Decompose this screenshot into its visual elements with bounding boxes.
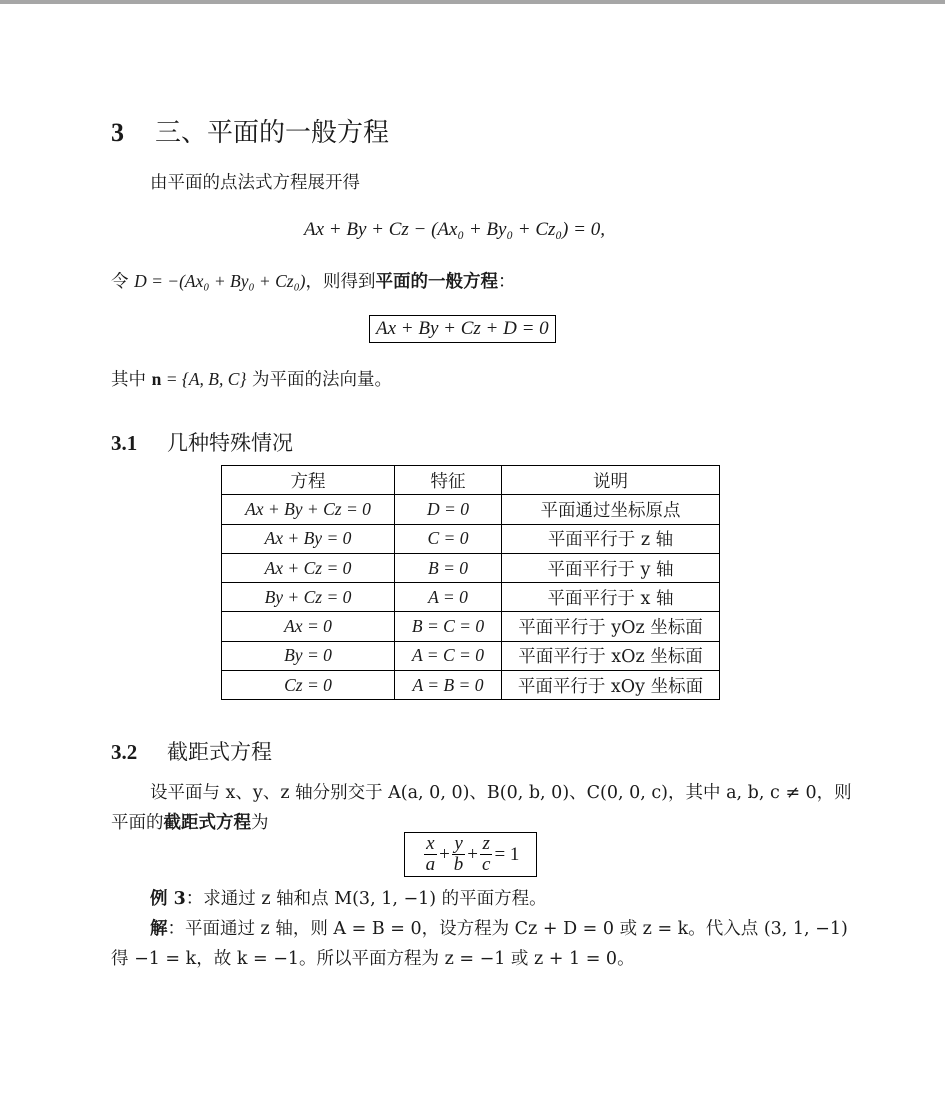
subsection-number: 3.2 [111, 740, 138, 764]
denominator: a [425, 854, 436, 875]
let-prefix: 令 [111, 272, 129, 292]
table-row [222, 671, 720, 700]
normal-suffix: 为平面的法向量。 [246, 370, 392, 390]
special-cases-table [221, 465, 720, 700]
let-mid: ，则得到 [305, 272, 376, 292]
table-row [222, 495, 720, 524]
table-cell: By + Cz = 0 [222, 583, 395, 612]
intercept-paragraph-line2 [111, 808, 269, 838]
let-paragraph [111, 266, 516, 297]
subsection-heading-special-cases [111, 427, 293, 457]
intercept-line2-post: 为 [251, 813, 269, 833]
subsection-heading-intercept [111, 736, 272, 766]
numerator: z [480, 834, 492, 855]
example-paragraph [150, 884, 547, 914]
table-cell: 平面平行于 yOz 坐标面 [502, 612, 720, 641]
table-cell: A = B = 0 [395, 671, 502, 700]
numerator: y [452, 834, 466, 855]
example-label: 例 3 [150, 889, 186, 909]
equation-rhs: = 1 [494, 843, 520, 865]
table-cell: By = 0 [222, 641, 395, 670]
section-heading [111, 112, 389, 149]
solution-line2: 得 −1 = k，故 k = −1。所以平面方程为 z = −1 或 z + 1 = 0。 [111, 949, 635, 969]
table-cell: 平面平行于 xOy 坐标面 [502, 671, 720, 700]
table-cell: Cz = 0 [222, 671, 395, 700]
table-cell: B = C = 0 [395, 612, 502, 641]
intercept-equation-term: 截距式方程 [163, 813, 251, 833]
table-row [222, 641, 720, 670]
normal-prefix: 其中 [111, 370, 146, 390]
table-cell: 平面平行于 xOz 坐标面 [502, 641, 720, 670]
table-header: 说明 [502, 466, 720, 495]
subsection-number: 3.1 [111, 431, 138, 455]
intercept-line2-pre: 平面的 [111, 813, 164, 833]
table-cell: C = 0 [395, 524, 502, 553]
table-row [222, 524, 720, 553]
subsection-title: 几种特殊情况 [167, 431, 293, 455]
fraction-y-over-b [452, 834, 466, 875]
table-cell: A = C = 0 [395, 641, 502, 670]
table-header-row [222, 466, 720, 495]
solution-text: ：平面通过 z 轴，则 A = B = 0，设方程为 Cz + D = 0 或 z = k。代入点 (3, 1, −1) [167, 919, 848, 939]
table-cell: A = 0 [395, 583, 502, 612]
table-cell: Ax + Cz = 0 [222, 553, 395, 582]
section-title: 三、平面的一般方程 [155, 118, 390, 148]
table-cell: B = 0 [395, 553, 502, 582]
normal-vector-expr: = {A, B, C} [161, 369, 247, 389]
numerator: x [424, 834, 438, 855]
fraction-x-over-a [424, 834, 438, 875]
table-cell: 平面通过坐标原点 [502, 495, 720, 524]
table-cell: Ax = 0 [222, 612, 395, 641]
subsection-title: 截距式方程 [167, 740, 272, 764]
table-cell: Ax + By = 0 [222, 524, 395, 553]
fraction-z-over-c [480, 834, 492, 875]
expanded-equation: Ax + By + Cz − (Ax₀ + By₀ + Cz₀) = 0, [304, 219, 605, 240]
table-row [222, 553, 720, 582]
solution-label: 解 [150, 919, 168, 939]
denominator: c [482, 854, 491, 875]
table-cell: 平面平行于 x 轴 [502, 583, 720, 612]
let-end: ： [498, 272, 516, 292]
section-number: 3 [111, 118, 124, 147]
intro-paragraph: 由平面的点法式方程展开得 [150, 173, 360, 193]
example-text: ：求通过 z 轴和点 M(3, 1, −1) 的平面方程。 [185, 889, 547, 909]
table-row [222, 612, 720, 641]
table-cell: 平面平行于 y 轴 [502, 553, 720, 582]
general-equation-box: Ax + By + Cz + D = 0 [369, 315, 556, 343]
denominator: b [453, 854, 464, 875]
table-header: 方程 [222, 466, 395, 495]
table-header: 特征 [395, 466, 502, 495]
general-equation-term: 平面的一般方程 [375, 272, 499, 292]
let-expression: D = −(Ax₀ + By₀ + Cz₀) [134, 271, 306, 291]
intercept-paragraph-line1: 设平面与 x、y、z 轴分别交于 A(a, 0, 0)、B(0, b, 0)、C(0, 0, c)，其中 a, b, c ≠ 0，则 [150, 783, 852, 803]
table-row [222, 583, 720, 612]
table-cell: Ax + By + Cz = 0 [222, 495, 395, 524]
table-cell: 平面平行于 z 轴 [502, 524, 720, 553]
table-cell: D = 0 [395, 495, 502, 524]
normal-vector-paragraph [111, 364, 392, 395]
normal-vector-symbol: n [151, 369, 162, 389]
solution-line1 [150, 914, 848, 944]
intercept-equation-box: $\frac{x}{a}$ + $\frac{y}{b}$ + $\frac{z}{c}$ = 1 [404, 832, 537, 877]
